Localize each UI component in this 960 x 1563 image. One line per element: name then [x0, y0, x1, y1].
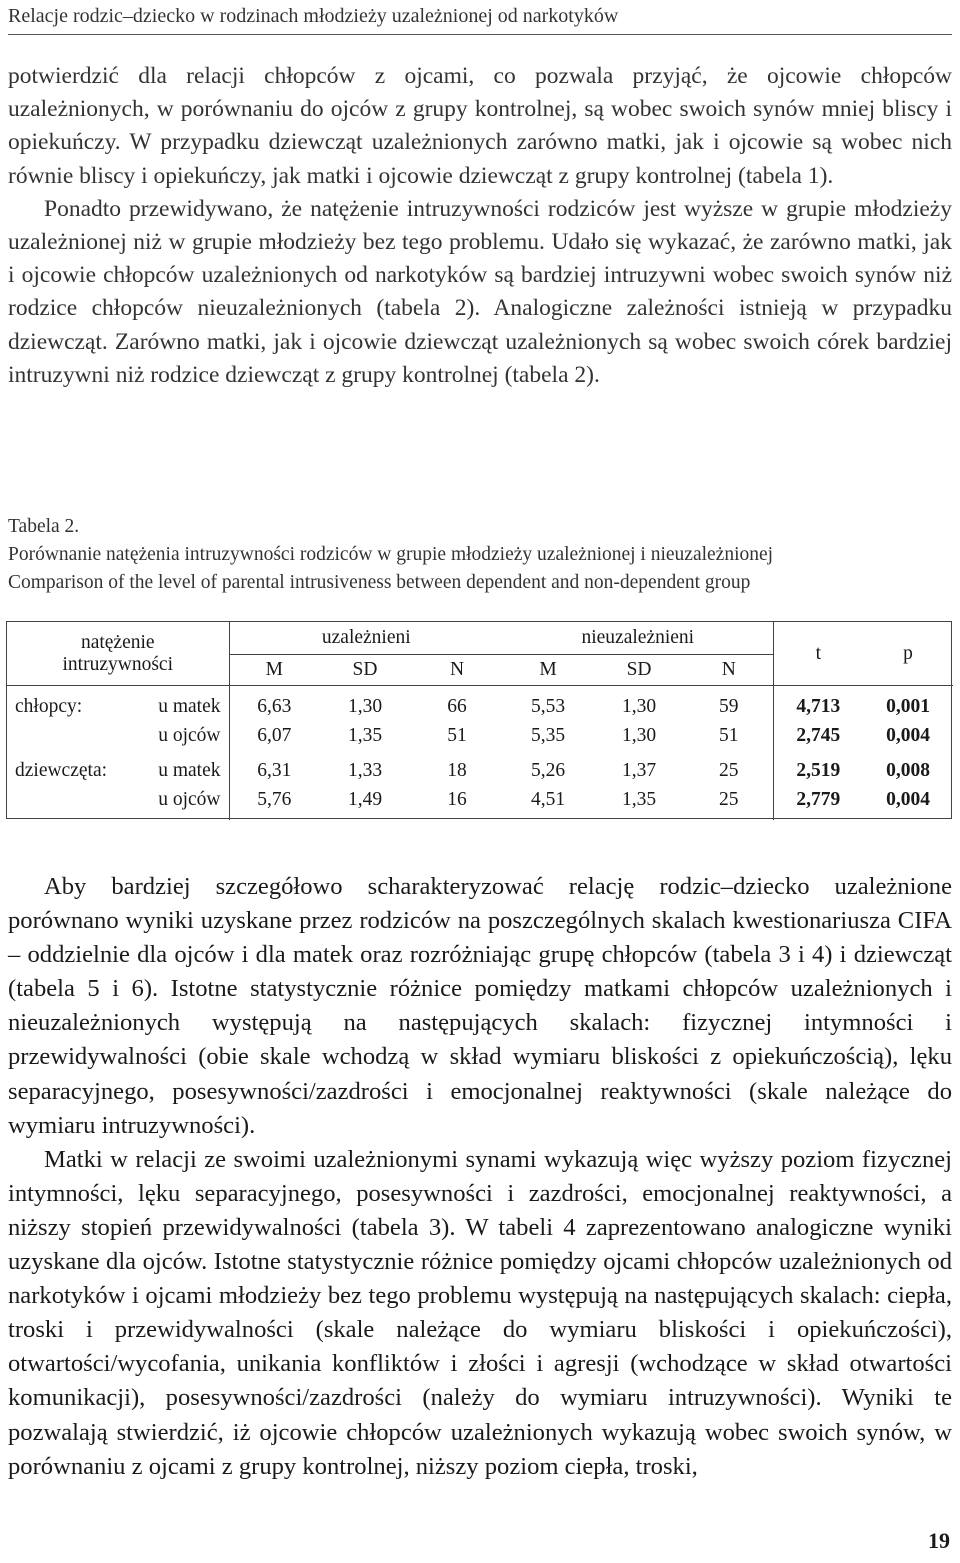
m-nondependent-cell: 5,53	[530, 695, 566, 717]
m-dependent-cell: 6,31	[229, 756, 319, 785]
sd-dependent-cell: 1,49	[347, 788, 383, 810]
n-dependent-cell: 51	[447, 724, 467, 746]
t-cell: 2,745	[773, 721, 863, 750]
sd-nondependent-cell: 1,30	[621, 695, 657, 717]
paragraph: Ponadto przewidywano, że natężenie intruzywności rodziców jest wyższe w grupie młodzieży uzależnionej niż w grupie młodzieży bez tego problemu. Udało się wykazać, że zarówno matki, jak i ojcowie chłopców uzależnionych od narkotyków są bardziej intruzywni wobec swoich synów niż rodzice chłopców nieuzależnionych (tabela 2). Analogiczne zależności istnieją w przypadku dziewcząt. Zarówno matki, jak i ojcowie dziewcząt uzależnionych są wobec swoich córek bardziej intruzywni niż rodzice dziewcząt z grupy kontrolnej (tabela 2).	[8, 195, 952, 388]
row-header-line2: intruzywności	[62, 653, 173, 675]
parent-cell: u matek	[158, 759, 221, 781]
col-m-nondependent: M	[503, 655, 593, 686]
sd-nondependent-cell: 1,37	[621, 759, 657, 781]
parent-cell: u ojców	[158, 724, 221, 746]
header-rule	[8, 34, 952, 35]
row-header-cell	[7, 622, 229, 686]
sd-nondependent-cell: 1,30	[621, 724, 657, 746]
sd-dependent-cell: 1,30	[347, 695, 383, 717]
n-dependent-cell: 18	[447, 759, 467, 781]
m-dependent-cell: 5,76	[229, 785, 319, 814]
col-m-dependent: M	[229, 655, 319, 686]
col-sd-nondependent: SD	[593, 655, 685, 686]
data-table	[6, 621, 952, 819]
table-row	[7, 721, 953, 750]
group-cell	[7, 785, 125, 814]
parent-cell: u matek	[158, 695, 221, 717]
n-nondependent-cell: 25	[719, 788, 739, 810]
intrusiveness-table	[7, 622, 953, 820]
sd-dependent-cell: 1,33	[347, 759, 383, 781]
m-nondependent-cell: 5,35	[530, 724, 566, 746]
n-nondependent-cell: 59	[719, 695, 739, 717]
table-caption-pl: Porównanie natężenia intruzywności rodziców w grupie młodzieży uzależnionej i nieuzależnionej	[8, 544, 774, 565]
n-nondependent-cell: 51	[719, 724, 739, 746]
t-cell: 2,519	[773, 756, 863, 785]
col-n-dependent: N	[411, 655, 503, 686]
col-n-nondependent: N	[685, 655, 773, 686]
p-cell: 0,008	[886, 759, 930, 781]
sd-dependent-cell: 1,35	[347, 724, 383, 746]
paragraph: Aby bardziej szczegółowo scharakteryzować relację rodzic–dziecko uzależnione porównano wyniki uzyskane przez rodziców na poszczególnych skalach kwestionariusza CIFA – oddzielnie dla ojców i dla matek oraz rozróżniając grupę chłopców (tabela 3 i 4) i dziewcząt (tabela 5 i 6). Istotne statystycznie różnice pomiędzy matkami chłopców uzależnionych i nieuzależnionych występują na następujących skalach: fizycznej intymności i przewidywalności (obie skale wchodzą w skład wymiaru bliskości z opiekuńczością), lęku separacyjnego, posesywności/zazdrości i emocjonalnej reaktywności (skale należące do wymiaru intruzywności).	[8, 873, 952, 1139]
table-row	[7, 692, 953, 721]
col-sd-dependent: SD	[319, 655, 411, 686]
n-dependent-cell: 16	[447, 788, 467, 810]
page-number: 19	[928, 1528, 950, 1553]
p-cell: 0,004	[886, 724, 930, 746]
n-nondependent-cell: 25	[719, 759, 739, 781]
t-cell: 2,779	[773, 785, 863, 814]
table-row	[7, 756, 953, 785]
sd-nondependent-cell: 1,35	[621, 788, 657, 810]
group-cell: dziewczęta:	[15, 759, 108, 781]
paragraph: Matki w relacji ze swoimi uzależnionymi synami wykazują więc wyższy poziom fizycznej intymności, lęku separacyjnego, posesywności i zazdrości, emocjonalnej reaktywności, a niższy stopień przewidywalności (tabela 3). W tabeli 4 zaprezentowano analogiczne wyniki uzyskane dla ojców. Istotne statystycznie różnice pomiędzy ojcami chłopców uzależnionych od narkotyków i ojcami młodzieży bez tego problemu występują na następujących skalach: ciepła, troski i przewidywalności (skale należące do wymiaru bliskości i opiekuńczości), otwartości/wycofania, unikania konfliktów i złości i agresji (wchodzące w skład otwartości komunikacji), posesywności/zazdrości (należy do wymiaru intruzywności). Wyniki te pozwalają stwierdzić, iż ojcowie chłopców uzależnionych wykazują wobec swoich synów, w porównaniu z ojcami z grupy kontrolnej, niższy poziom ciepła, troski,	[8, 1145, 952, 1480]
t-header: t	[773, 622, 863, 686]
table-row	[7, 785, 953, 814]
n-dependent-cell: 66	[447, 695, 467, 717]
top-text-block	[8, 60, 952, 392]
parent-cell: u ojców	[158, 788, 221, 810]
p-header: p	[863, 622, 953, 686]
m-dependent-cell: 6,07	[229, 721, 319, 750]
p-cell: 0,001	[886, 695, 930, 717]
bottom-text-block	[8, 870, 952, 1484]
table-caption-en: Comparison of the level of parental intrusiveness between dependent and non-dependent group	[8, 572, 751, 593]
m-dependent-cell: 6,63	[229, 692, 319, 721]
row-header-line1: natężenie	[80, 631, 155, 653]
m-nondependent-cell: 4,51	[530, 788, 566, 810]
group-dependent-header: uzależnieni	[229, 622, 503, 655]
paragraph: potwierdzić dla relacji chłopców z ojcami, co pozwala przyjąć, że ojcowie chłopców uzależnionych, w porównaniu do ojców z grupy kontrolnej, są wobec swoich synów mniej bliscy i opiekuńczy. W przypadku dziewcząt uzależnionych zarówno matki, jak i ojcowie są wobec nich równie bliscy i opiekuńczy, jak matki i ojcowie dziewcząt z grupy kontrolnej (tabela 1).	[8, 63, 952, 189]
m-nondependent-cell: 5,26	[530, 759, 566, 781]
group-nondependent-header: nieuzależnieni	[503, 622, 773, 655]
running-title: Relacje rodzic–dziecko w rodzinach młodzieży uzależnionej od narkotyków	[8, 5, 619, 27]
p-cell: 0,004	[886, 788, 930, 810]
t-cell: 4,713	[773, 692, 863, 721]
group-cell	[7, 721, 125, 750]
group-cell: chłopcy:	[15, 695, 83, 717]
table-label: Tabela 2.	[8, 516, 80, 537]
